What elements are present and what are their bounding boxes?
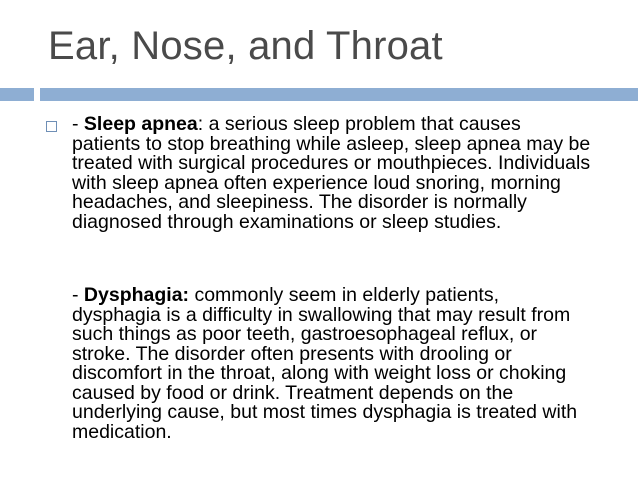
item-prefix: - bbox=[72, 113, 84, 135]
item-prefix: - bbox=[72, 284, 84, 306]
slide-title: Ear, Nose, and Throat bbox=[48, 24, 443, 68]
bullet-item-sleep-apnea bbox=[72, 115, 592, 232]
bullet-item-dysphagia bbox=[72, 286, 592, 442]
item-body: commonly seem in elderly patients, dysphagia is a difficulty in swallowing that may result from such things as poor teeth, gastroesophageal reflux, or stroke. The disorder often presents with drooling or discomfort in the throat, along with weight loss or choking caused by food or drink. Treatment depends on the underlying cause, but most times dysphagia is treated with medication. bbox=[72, 284, 578, 443]
title-accent-block bbox=[0, 88, 34, 101]
title-underline-bar bbox=[40, 88, 638, 101]
item-term: Sleep apnea bbox=[83, 113, 198, 135]
item-term: Dysphagia: bbox=[83, 284, 190, 306]
item-body: : a serious sleep problem that causes patients to stop breathing while asleep, sleep apnea may be treated with surgical procedures or mouthpieces. Individuals with sleep apnea often experience loud snoring, morning headaches, and sleepiness. The disorder is normally diagnosed through examinations or sleep studies. bbox=[72, 113, 591, 233]
hollow-square-bullet-icon bbox=[46, 121, 57, 132]
